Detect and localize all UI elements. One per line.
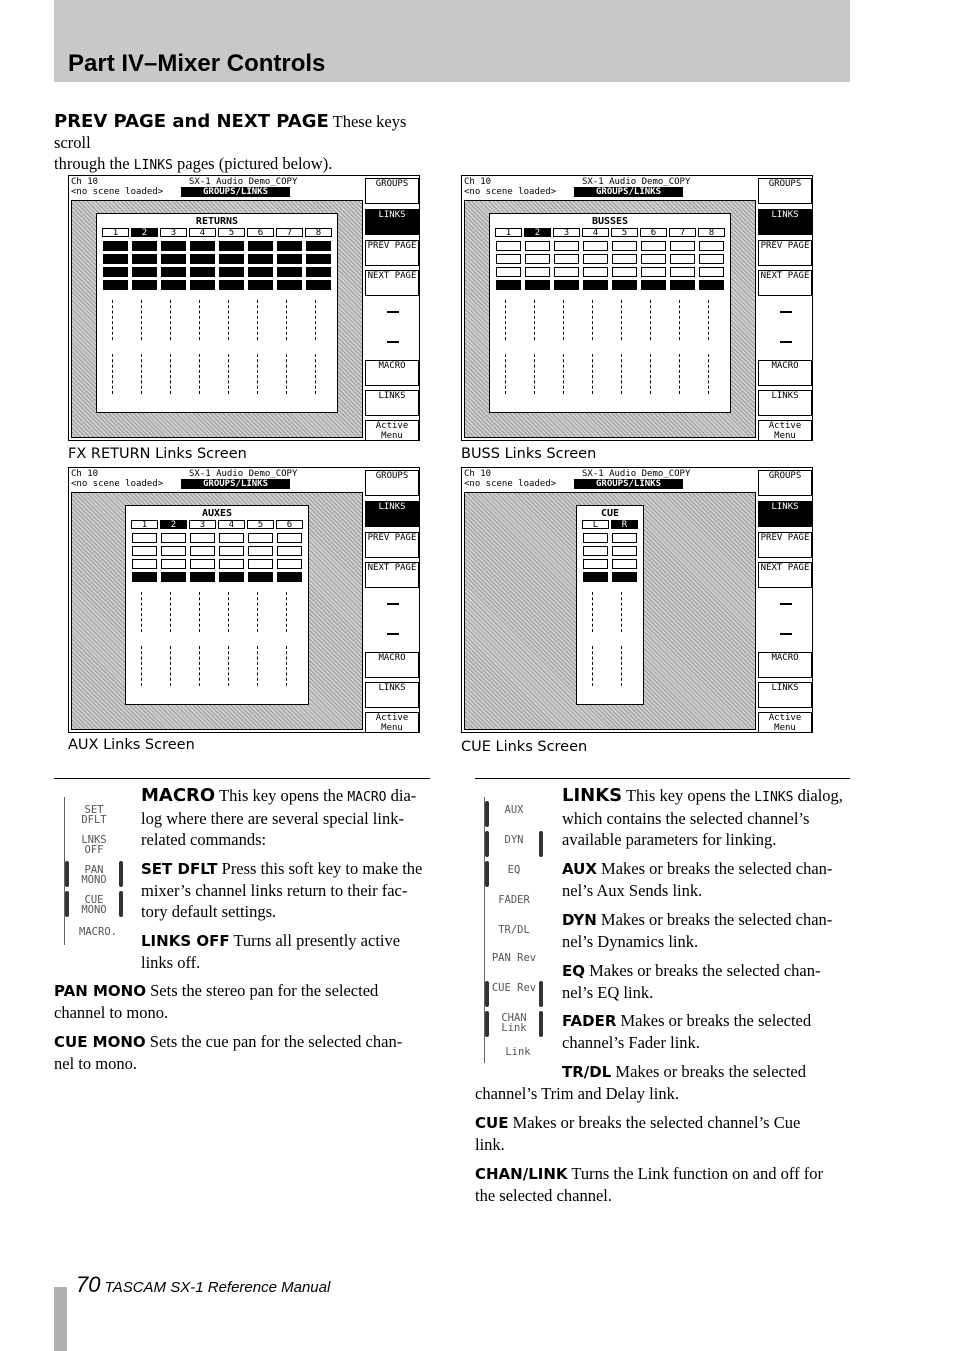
pan-indicator — [563, 300, 574, 340]
link-toggle[interactable] — [132, 559, 157, 569]
pan-indicator — [170, 592, 181, 632]
link-toggle[interactable] — [277, 280, 302, 290]
softkey-groups[interactable]: GROUPS — [365, 178, 419, 204]
macro-paragraph: MACRO This key opens the MACRO dia- log where there are several special link- related commands: — [141, 785, 417, 849]
link-toggle[interactable] — [583, 533, 608, 543]
link-toggle[interactable] — [612, 241, 637, 251]
link-toggle[interactable] — [699, 280, 724, 290]
pan-indicator — [257, 592, 268, 632]
cue-indicator — [228, 646, 239, 686]
link-toggle[interactable] — [219, 546, 244, 556]
link-toggle[interactable] — [277, 267, 302, 277]
link-toggle[interactable] — [641, 267, 666, 277]
channel-column-label[interactable]: 2 — [160, 520, 187, 529]
link-toggle[interactable] — [132, 280, 157, 290]
softkey-blank — [780, 603, 792, 605]
softkey-macro[interactable]: MACRO — [365, 360, 419, 386]
pan-indicator — [505, 300, 516, 340]
screen-main-area — [71, 492, 363, 730]
link-toggle[interactable] — [277, 572, 302, 582]
link-toggle[interactable] — [248, 572, 273, 582]
link-toggle[interactable] — [248, 241, 273, 251]
link-toggle[interactable] — [699, 267, 724, 277]
link-toggle[interactable] — [190, 572, 215, 582]
cue-indicator — [141, 354, 152, 394]
links-panel — [576, 505, 644, 705]
link-toggle[interactable] — [161, 572, 186, 582]
channel-column-label[interactable]: 4 — [189, 228, 216, 237]
screen-main-area — [71, 200, 363, 438]
link-toggle[interactable] — [132, 254, 157, 264]
link-toggle[interactable] — [496, 254, 521, 264]
panel-heading: BUSSES — [591, 216, 629, 227]
link-toggle[interactable] — [161, 533, 186, 543]
pan-indicator — [315, 300, 326, 340]
link-toggle[interactable] — [612, 546, 637, 556]
softkey-links[interactable]: LINKS — [365, 501, 419, 527]
lcd-screen — [68, 467, 420, 733]
link-toggle[interactable] — [132, 267, 157, 277]
link-toggle[interactable] — [248, 267, 273, 277]
link-toggle[interactable] — [699, 241, 724, 251]
softkey-links2[interactable]: LINKS — [365, 682, 419, 708]
links-panel — [489, 213, 731, 413]
screen-titlebar: Ch 10 <no scene loaded> SX-1 Audio Demo_COPY GROUPS/LINKS — [71, 469, 298, 489]
link-toggle[interactable] — [583, 572, 608, 582]
link-toggle[interactable] — [219, 533, 244, 543]
link-toggle[interactable] — [132, 241, 157, 251]
cue-indicator — [592, 354, 603, 394]
channel-column-label[interactable]: 3 — [160, 228, 187, 237]
cue-indicator — [563, 354, 574, 394]
link-toggle[interactable] — [161, 280, 186, 290]
link-toggle[interactable] — [277, 559, 302, 569]
softkey-active[interactable]: Active Menu — [758, 420, 812, 441]
link-toggle[interactable] — [277, 533, 302, 543]
panel-heading: CUE — [600, 508, 620, 519]
link-toggle[interactable] — [190, 267, 215, 277]
softkey-blank — [780, 311, 792, 313]
lcd-screen — [461, 175, 813, 441]
screen-titlebar: Ch 10 <no scene loaded> SX-1 Audio Demo_COPY GROUPS/LINKS — [71, 177, 298, 197]
link-toggle[interactable] — [496, 241, 521, 251]
softkey-macro[interactable]: MACRO — [758, 360, 812, 386]
link-toggle[interactable] — [277, 546, 302, 556]
link-toggle[interactable] — [612, 533, 637, 543]
link-toggle[interactable] — [641, 254, 666, 264]
screen-main-area — [464, 492, 756, 730]
cue-indicator — [257, 646, 268, 686]
link-toggle[interactable] — [248, 533, 273, 543]
divider-left — [54, 778, 430, 779]
pan-indicator — [170, 300, 181, 340]
channel-column-label[interactable]: 5 — [218, 228, 245, 237]
link-toggle[interactable] — [190, 559, 215, 569]
channel-column-label[interactable]: 2 — [131, 228, 158, 237]
panel-heading: AUXES — [201, 508, 233, 519]
link-toggle[interactable] — [496, 280, 521, 290]
cue-indicator — [286, 646, 297, 686]
pan-indicator — [199, 300, 210, 340]
link-toggle[interactable] — [670, 280, 695, 290]
link-toggle[interactable] — [161, 254, 186, 264]
screen-titlebar: Ch 10 <no scene loaded> SX-1 Audio Demo_COPY GROUPS/LINKS — [464, 177, 691, 197]
link-toggle[interactable] — [612, 559, 637, 569]
softkey-groups[interactable]: GROUPS — [365, 470, 419, 496]
link-toggle[interactable] — [612, 280, 637, 290]
link-toggle[interactable] — [277, 254, 302, 264]
link-toggle[interactable] — [132, 533, 157, 543]
softkey-prev[interactable]: PREV PAGE — [365, 532, 419, 558]
link-toggle[interactable] — [699, 254, 724, 264]
screen-caption: FX RETURN Links Screen — [68, 446, 247, 462]
link-toggle[interactable] — [306, 254, 331, 264]
channel-column-label[interactable]: 3 — [189, 520, 216, 529]
link-toggle[interactable] — [612, 254, 637, 264]
softkey-blank — [387, 603, 399, 605]
link-toggle[interactable] — [525, 254, 550, 264]
cue-indicator — [679, 354, 690, 394]
cue-indicator — [199, 354, 210, 394]
softkey-links2[interactable]: LINKS — [758, 390, 812, 416]
link-toggle[interactable] — [525, 241, 550, 251]
link-toggle[interactable] — [103, 254, 128, 264]
dyn-paragraph: DYN Makes or breaks the selected chan- nel’s Dynamics link. — [562, 910, 833, 951]
link-toggle[interactable] — [219, 572, 244, 582]
pan-indicator — [257, 300, 268, 340]
lcd-screen — [461, 467, 813, 733]
link-toggle[interactable] — [554, 241, 579, 251]
pan-indicator — [141, 592, 152, 632]
softkey-next[interactable]: NEXT PAGE — [365, 562, 419, 588]
channel-column-label[interactable]: 5 — [611, 228, 638, 237]
link-toggle[interactable] — [219, 559, 244, 569]
channel-column-label[interactable]: 6 — [640, 228, 667, 237]
pan-mono-paragraph: PAN MONO Sets the stereo pan for the selected channel to mono. — [54, 981, 379, 1022]
link-toggle[interactable] — [496, 267, 521, 277]
channel-column-label[interactable]: R — [611, 520, 638, 529]
link-toggle[interactable] — [641, 241, 666, 251]
softkey-active[interactable]: Active Menu — [365, 420, 419, 441]
link-toggle[interactable] — [641, 280, 666, 290]
pan-indicator — [112, 300, 123, 340]
link-toggle[interactable] — [670, 254, 695, 264]
link-toggle[interactable] — [161, 559, 186, 569]
link-toggle[interactable] — [248, 280, 273, 290]
intro-paragraph: PREV PAGE and NEXT PAGE These keys scroll through the LINKS pages (pictured below). — [54, 111, 407, 173]
lcd-screen — [68, 175, 420, 441]
pan-indicator — [534, 300, 545, 340]
softkey-links2[interactable]: LINKS — [365, 390, 419, 416]
cue-indicator — [534, 354, 545, 394]
link-toggle[interactable] — [132, 572, 157, 582]
cue-indicator — [170, 646, 181, 686]
channel-column-label[interactable]: 1 — [495, 228, 522, 237]
link-toggle[interactable] — [306, 280, 331, 290]
cue-indicator — [505, 354, 516, 394]
eq-paragraph: EQ Makes or breaks the selected chan- nel’s EQ link. — [562, 961, 821, 1002]
softkey-blank — [387, 341, 399, 343]
channel-column-label[interactable]: 6 — [276, 520, 303, 529]
pan-indicator — [228, 592, 239, 632]
page-footer — [76, 1272, 330, 1298]
pan-indicator — [592, 592, 603, 632]
link-toggle[interactable] — [161, 241, 186, 251]
cue-mono-paragraph: CUE MONO Sets the cue pan for the selected chan- nel to mono. — [54, 1032, 403, 1073]
trdl-paragraph: TR/DL Makes or breaks the selected channel’s Trim and Delay link. — [475, 1062, 806, 1103]
cue-indicator — [286, 354, 297, 394]
pan-indicator — [650, 300, 661, 340]
channel-column-label[interactable]: 7 — [276, 228, 303, 237]
link-toggle[interactable] — [219, 280, 244, 290]
link-toggle[interactable] — [132, 546, 157, 556]
link-toggle[interactable] — [248, 254, 273, 264]
softkey-blank — [780, 341, 792, 343]
link-toggle[interactable] — [219, 267, 244, 277]
cue-paragraph: CUE Makes or breaks the selected channel’s Cue link. — [475, 1113, 801, 1154]
link-toggle[interactable] — [190, 254, 215, 264]
link-toggle[interactable] — [670, 267, 695, 277]
softkey-macro[interactable]: MACRO — [365, 652, 419, 678]
link-toggle[interactable] — [306, 267, 331, 277]
link-toggle[interactable] — [306, 241, 331, 251]
link-toggle[interactable] — [219, 254, 244, 264]
pan-indicator — [592, 300, 603, 340]
softkey-macro[interactable]: MACRO — [758, 652, 812, 678]
channel-column-label[interactable]: 4 — [218, 520, 245, 529]
channel-column-label[interactable]: 7 — [669, 228, 696, 237]
softkey-links[interactable]: LINKS — [365, 209, 419, 235]
link-toggle[interactable] — [612, 572, 637, 582]
link-toggle[interactable] — [583, 254, 608, 264]
cue-indicator — [112, 354, 123, 394]
softkey-next[interactable]: NEXT PAGE — [365, 270, 419, 296]
chan-link-paragraph: CHAN/LINK Turns the Link function on and off for the selected channel. — [475, 1164, 823, 1205]
page-number: 70 — [76, 1272, 101, 1297]
screen-caption: BUSS Links Screen — [461, 446, 597, 462]
pan-indicator — [286, 300, 297, 340]
pan-indicator — [621, 592, 632, 632]
softkey-next[interactable]: NEXT PAGE — [758, 562, 812, 588]
link-toggle[interactable] — [670, 241, 695, 251]
cue-indicator — [621, 354, 632, 394]
link-toggle[interactable] — [190, 533, 215, 543]
softkey-links[interactable]: LINKS — [758, 209, 812, 235]
screen-caption: AUX Links Screen — [68, 737, 195, 753]
link-toggle[interactable] — [248, 559, 273, 569]
page-title: Part IV–Mixer Controls — [68, 50, 326, 77]
link-toggle[interactable] — [583, 546, 608, 556]
pan-indicator — [621, 300, 632, 340]
page-edge-tab — [54, 1287, 67, 1351]
softkey-groups[interactable]: GROUPS — [758, 470, 812, 496]
link-toggle[interactable] — [583, 241, 608, 251]
channel-column-label[interactable]: 6 — [247, 228, 274, 237]
link-toggle[interactable] — [525, 280, 550, 290]
link-toggle[interactable] — [554, 267, 579, 277]
cue-indicator — [199, 646, 210, 686]
channel-column-label[interactable]: 3 — [553, 228, 580, 237]
cue-indicator — [621, 646, 632, 686]
softkey-active[interactable]: Active Menu — [365, 712, 419, 733]
link-toggle[interactable] — [583, 267, 608, 277]
softkey-prev[interactable]: PREV PAGE — [758, 532, 812, 558]
softkey-blank — [780, 633, 792, 635]
intro-keyword: PREV PAGE and NEXT PAGE — [54, 111, 329, 132]
channel-column-label[interactable]: 2 — [524, 228, 551, 237]
link-toggle[interactable] — [583, 280, 608, 290]
softkey-links2[interactable]: LINKS — [758, 682, 812, 708]
pan-indicator — [199, 592, 210, 632]
channel-column-label[interactable]: 5 — [247, 520, 274, 529]
links-panel — [125, 505, 309, 705]
channel-column-label[interactable]: 1 — [131, 520, 158, 529]
softkey-links[interactable]: LINKS — [758, 501, 812, 527]
pan-indicator — [679, 300, 690, 340]
cue-indicator — [315, 354, 326, 394]
link-toggle[interactable] — [103, 267, 128, 277]
link-toggle[interactable] — [277, 241, 302, 251]
link-toggle[interactable] — [248, 546, 273, 556]
pan-indicator — [228, 300, 239, 340]
softkey-active[interactable]: Active Menu — [758, 712, 812, 733]
fader-paragraph: FADER Makes or breaks the selected channel’s Fader link. — [562, 1011, 812, 1052]
link-toggle[interactable] — [190, 546, 215, 556]
pan-indicator — [708, 300, 719, 340]
cue-indicator — [257, 354, 268, 394]
link-toggle[interactable] — [103, 241, 128, 251]
softkey-prev[interactable]: PREV PAGE — [365, 240, 419, 266]
cue-indicator — [708, 354, 719, 394]
divider-right — [475, 778, 850, 779]
screen-caption: CUE Links Screen — [461, 739, 588, 755]
links-off-paragraph: LINKS OFF Turns all presently active links off. — [141, 931, 401, 972]
panel-heading: RETURNS — [195, 216, 239, 227]
channel-column-label[interactable]: 8 — [305, 228, 332, 237]
softkey-next[interactable]: NEXT PAGE — [758, 270, 812, 296]
link-toggle[interactable] — [161, 267, 186, 277]
cue-indicator — [650, 354, 661, 394]
cue-indicator — [228, 354, 239, 394]
link-toggle[interactable] — [190, 280, 215, 290]
screen-titlebar: Ch 10 <no scene loaded> SX-1 Audio Demo_COPY GROUPS/LINKS — [464, 469, 691, 489]
link-toggle[interactable] — [219, 241, 244, 251]
softkey-prev[interactable]: PREV PAGE — [758, 240, 812, 266]
softkey-blank — [387, 633, 399, 635]
link-toggle[interactable] — [190, 241, 215, 251]
link-toggle[interactable] — [612, 267, 637, 277]
manual-title: TASCAM SX-1 Reference Manual — [104, 1279, 331, 1296]
set-dflt-paragraph: SET DFLT Press this soft key to make the mixer’s channel links return to their fac- tory default settings. — [141, 859, 423, 921]
links-paragraph: LINKS This key opens the LINKS dialog, which contains the selected channel’s available parameters for linking. — [562, 785, 843, 849]
channel-column-label[interactable]: 4 — [582, 228, 609, 237]
channel-column-label[interactable]: L — [582, 520, 609, 529]
link-toggle[interactable] — [525, 267, 550, 277]
link-toggle[interactable] — [161, 546, 186, 556]
cue-indicator — [141, 646, 152, 686]
cue-indicator — [170, 354, 181, 394]
channel-column-label[interactable]: 1 — [102, 228, 129, 237]
cue-indicator — [592, 646, 603, 686]
links-panel — [96, 213, 338, 413]
pan-indicator — [141, 300, 152, 340]
channel-column-label[interactable]: 8 — [698, 228, 725, 237]
link-toggle[interactable] — [103, 280, 128, 290]
link-toggle[interactable] — [583, 559, 608, 569]
link-toggle[interactable] — [554, 254, 579, 264]
softkey-blank — [387, 311, 399, 313]
screen-main-area — [464, 200, 756, 438]
link-toggle[interactable] — [554, 280, 579, 290]
pan-indicator — [286, 592, 297, 632]
macro-softkey-icon: SET DFLT LNKS OFF PAN MONO CUE MONO MACRO. — [64, 797, 123, 945]
links-softkey-icon: AUX DYN EQ FADER TR/DL PAN Rev CUE Rev CHAN Link Link — [484, 797, 543, 1063]
aux-paragraph: AUX Makes or breaks the selected chan- nel’s Aux Sends link. — [562, 859, 833, 900]
softkey-groups[interactable]: GROUPS — [758, 178, 812, 204]
